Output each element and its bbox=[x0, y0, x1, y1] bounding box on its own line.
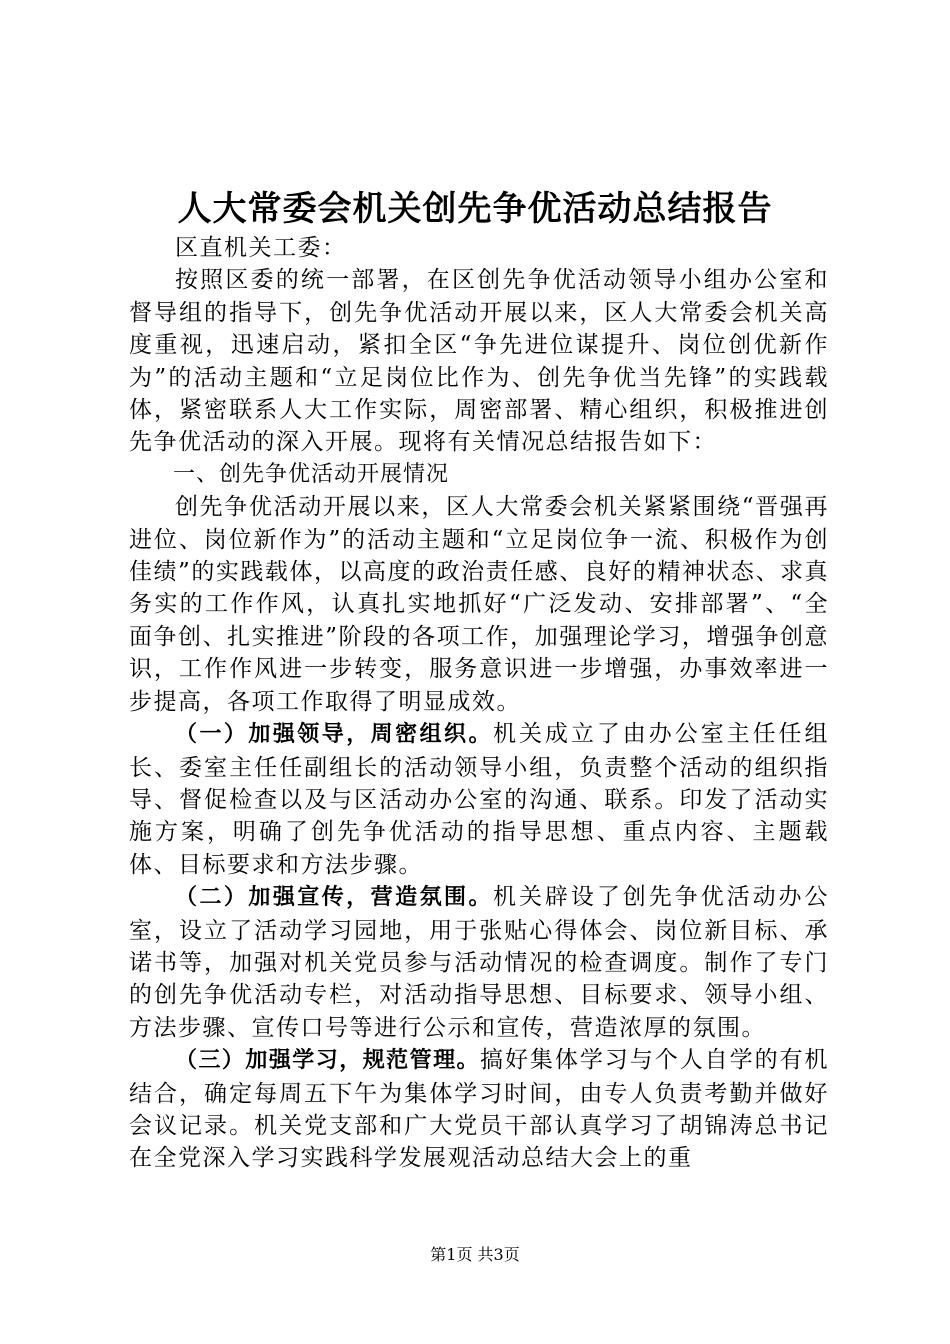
item-paragraph-2 bbox=[129, 881, 829, 1044]
item-heading-1: （一）加强领导，周密组织。 bbox=[175, 722, 493, 748]
document-title: 人大常委会机关创先争优活动总结报告 bbox=[177, 189, 773, 229]
section-paragraph-1: 创先争优活动开展以来，区人大常委会机关紧紧围绕“晋强再进位、岗位新作为”的活动主题和“立足岗位争一流、积极作为创佳绩”的实践载体，以高度的政治责任感、良好的精神状态、求真务实的工作作风，认真扎实地抓好“广泛发动、安排部署”、“全面争创、扎实推进”阶段的各项工作，加强理论学习，增强争创意识，工作作风进一步转变，服务意识进一步增强，办事效率进一步提高，各项工作取得了明显成效。 bbox=[129, 494, 829, 715]
item-heading-2: （二）加强宣传，营造氛围。 bbox=[175, 885, 493, 911]
section-heading-1: 一、创先争优活动开展情况 bbox=[173, 461, 450, 487]
intro-paragraph: 按照区委的统一部署，在区创先争优活动领导小组办公室和督导组的指导下，创先争优活动开展以来，区人大常委会机关高度重视，迅速启动，紧扣全区“争先进位谋提升、岗位创优新作为”的活动主题和“立足岗位比作为、创先争优当先锋”的实践载体，紧密联系人大工作实际，周密部署、精心组织，积极推进创先争优活动的深入开展。现将有关情况总结报告如下： bbox=[129, 267, 829, 456]
item-heading-3: （三）加强学习，规范管理。 bbox=[175, 1048, 480, 1074]
item-paragraph-3 bbox=[129, 1044, 829, 1175]
item-text-1: 机关成立了由办公室主任任组长、委室主任任副组长的活动领导小组，负责整个活动的组织指导、督促检查以及与区活动办公室的沟通、联系。印发了活动实施方案，明确了创先争优活动的指导思想、重点内容、主题载体、目标要求和方法步骤。 bbox=[129, 721, 829, 878]
item-text-3: 搞好集体学习与个人自学的有机结合，确定每周五下午为集体学习时间，由专人负责考勤并做好会议记录。机关党支部和广大党员干部认真学习了胡锦涛总书记在全党深入学习实践科学发展观活动总结大会上的重 bbox=[129, 1047, 829, 1172]
item-text-2: 机关辟设了创先争优活动办公室，设立了活动学习园地，用于张贴心得体会、岗位新目标、承诺书等，加强对机关党员参与活动情况的检查调度。制作了专门的创先争优活动专栏，对活动指导思想、目标要求、领导小组、方法步骤、宣传口号等进行公示和宣传，营造浓厚的氛围。 bbox=[129, 884, 829, 1041]
page-footer: 第1页 共3页 bbox=[430, 1245, 520, 1264]
item-paragraph-1 bbox=[129, 718, 829, 881]
document-body bbox=[129, 232, 829, 1175]
salutation: 区直机关工委： bbox=[175, 235, 347, 261]
